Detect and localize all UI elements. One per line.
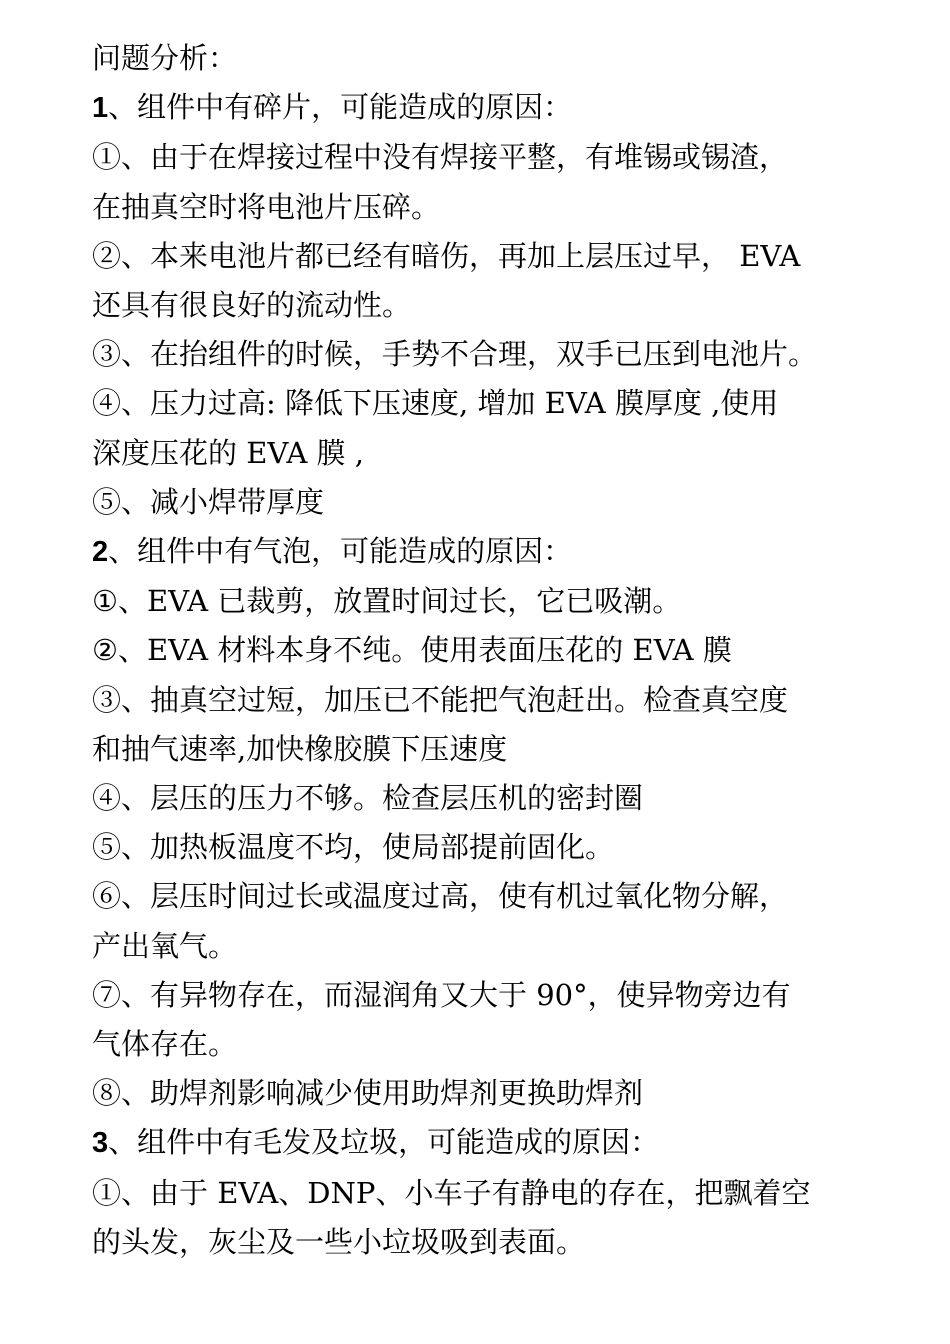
section-item: ②、EVA 材料本身不纯。使用表面压花的 EVA 膜 [92,633,732,668]
section-item: 产出氧气。 [92,928,238,963]
section-heading [92,1118,882,1168]
section-item: 深度压花的 EVA 膜 , [92,435,364,470]
section-heading-text: 、组件中有毛发及垃圾，可能造成的原因： [108,1125,660,1160]
section-item: ①、由于在焊接过程中没有焊接平整，有堆锡或锡渣， [92,140,789,175]
section-item: ⑤、加热板温度不均，使局部提前固化。 [92,830,615,865]
section-number: 1 [92,92,109,125]
section-item: ⑧、助焊剂影响减少使用助焊剂更换助焊剂 [92,1076,644,1111]
section-item: ②、本来电池片都已经有暗伤，再加上层压过早， EVA [92,238,801,273]
section-heading [92,527,882,577]
section-item: 的头发，灰尘及一些小垃圾吸到表面。 [92,1224,586,1259]
section-item: 气体存在。 [92,1027,238,1062]
section-heading [92,83,882,133]
section-item: ④、压力过高: 降低下压速度, 增加 EVA 膜厚度 ,使用 [92,386,779,421]
section-item: ③、抽真空过短，加压已不能把气泡赶出。检查真空度 [92,682,789,717]
section-heading-text: 、组件中有气泡，可能造成的原因： [108,534,573,569]
section-item: 和抽气速率,加快橡胶膜下压速度 [92,731,508,766]
section-item: 在抽真空时将电池片压碎。 [92,189,441,224]
section-item: ③、在抬组件的时候，手势不合理，双手已压到电池片。 [92,337,818,372]
section-item: 还具有很良好的流动性。 [92,288,412,323]
section-number: 3 [92,1127,109,1160]
section-heading-text: 、组件中有碎片，可能造成的原因： [108,90,573,125]
section-item: ①、EVA 已裁剪，放置时间过长，它已吸潮。 [92,584,682,619]
section-item: ④、层压的压力不够。检查层压机的密封圈 [92,781,644,816]
section-number: 2 [92,536,109,569]
section-item: ⑥、层压时间过长或温度过高，使有机过氧化物分解， [92,879,789,914]
document-page [92,34,882,1267]
section-item: ⑦、有异物存在，而湿润角又大于 90°，使异物旁边有 [92,977,791,1012]
section-item: ①、由于 EVA、DNP、小车子有静电的存在，把飘着空 [92,1175,811,1210]
section-item: ⑤、减小焊带厚度 [92,484,325,519]
document-title: 问题分析： [92,41,238,75]
